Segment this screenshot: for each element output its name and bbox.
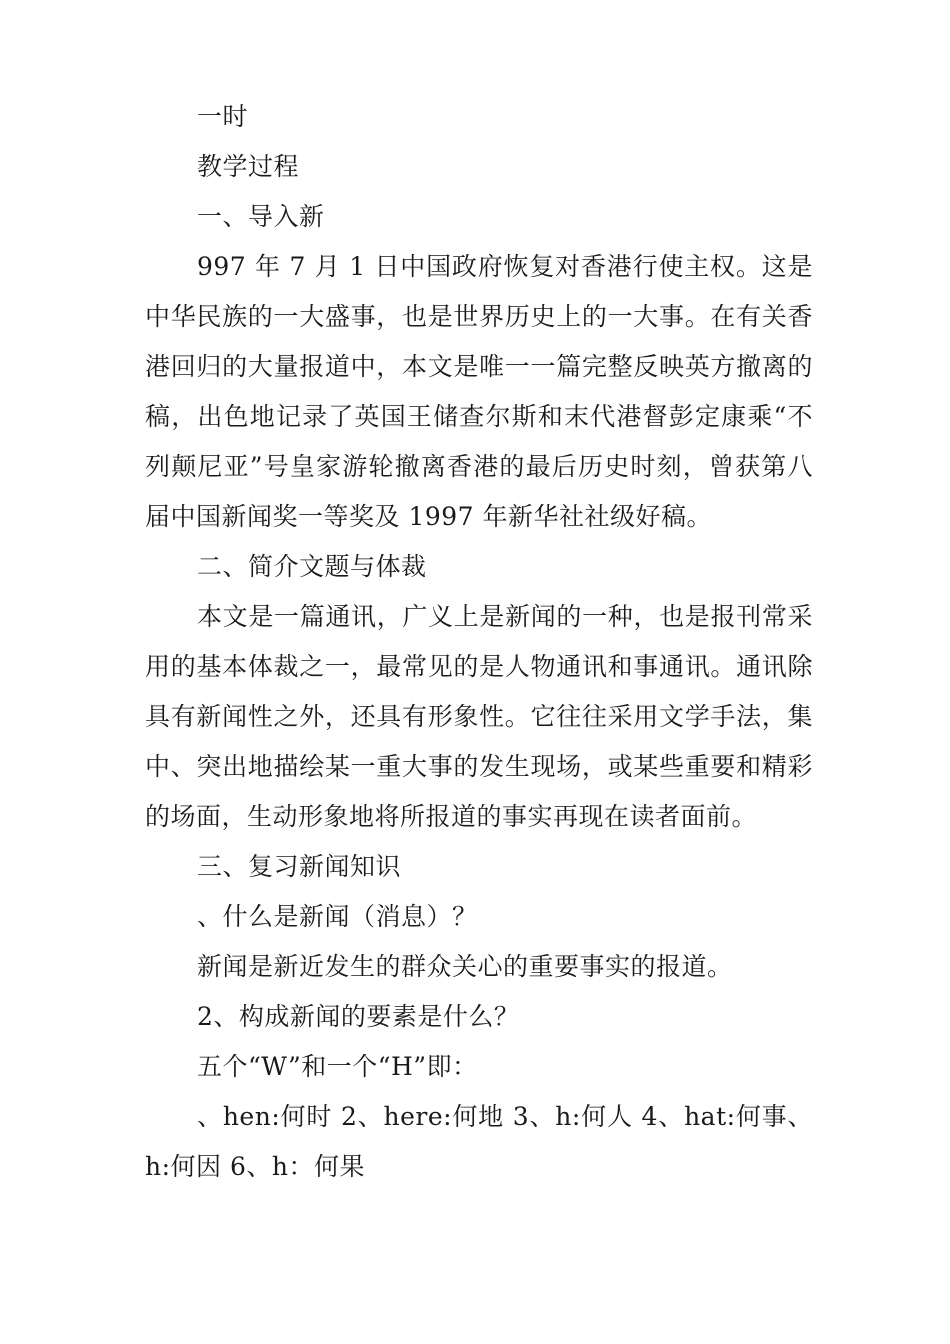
paragraph-lesson-period: 一时 (197, 102, 249, 131)
question-what-is-news: 、什么是新闻（消息）？ (197, 902, 478, 931)
list-news-elements: 、hen:何时 2、here:何地 3、h:何人 4、hat:何事、h:何因 6、h：何果 (145, 1102, 813, 1181)
paragraph-introduction: 997 年 7 月 1 日中国政府恢复对香港行使主权。这是中华民族的一大盛事，也是世界历史上的一大事。在有关香港回归的大量报道中，本文是唯一一篇完整反映英方撤离的稿，出色地记录了英国王储查尔斯和末代港督彭定康乘“不列颠尼亚”号皇家游轮撤离香港的最后历史时刻，曾获第八届中国新闻奖一等奖及 1997 年新华社社级好稿。 (145, 252, 813, 531)
heading-section-3: 三、复习新闻知识 (197, 852, 402, 881)
paragraph-genre: 本文是一篇通讯，广义上是新闻的一种，也是报刊常采用的基本体裁之一，最常见的是人物通讯和事通讯。通讯除具有新闻性之外，还具有形象性。它往往采用文学手法，集中、突出地描绘某一重大事的发生现场，或某些重要和精彩的场面，生动形象地将所报道的事实再现在读者面前。 (145, 602, 813, 831)
question-news-elements: 2、构成新闻的要素是什么？ (197, 1002, 520, 1031)
answer-five-w-one-h: 五个“W”和一个“H”即： (197, 1052, 478, 1081)
heading-section-1: 一、导入新 (197, 202, 325, 231)
heading-section-2: 二、简介文题与体裁 (197, 552, 427, 581)
document-body (145, 92, 813, 1192)
answer-what-is-news: 新闻是新近发生的群众关心的重要事实的报道。 (197, 952, 733, 981)
heading-teaching-process: 教学过程 (197, 152, 300, 181)
